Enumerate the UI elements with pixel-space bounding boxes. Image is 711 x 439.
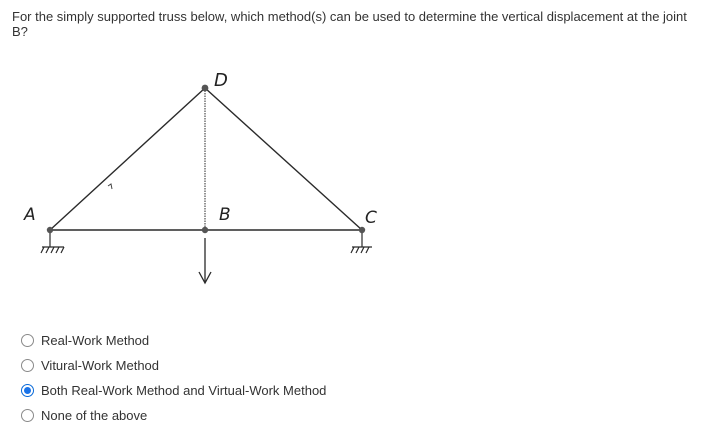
option-real-work[interactable]	[21, 328, 326, 353]
joint-label-c: C	[365, 208, 377, 228]
answer-options	[21, 328, 326, 428]
joint-label-a: A	[24, 205, 36, 225]
radio-button[interactable]	[21, 334, 34, 347]
option-both-methods[interactable]	[21, 378, 326, 403]
option-label: Vitural-Work Method	[41, 358, 160, 373]
joint-b	[202, 227, 208, 233]
question-text: For the simply supported truss below, which method(s) can be used to determine the vertical displacement at the joint B?	[12, 9, 687, 39]
load-arrow	[199, 238, 211, 283]
joint-label-d: D	[214, 70, 228, 91]
option-label: Real-Work Method	[41, 333, 150, 348]
option-none[interactable]	[21, 403, 326, 428]
radio-button[interactable]	[21, 409, 34, 422]
support-c	[351, 233, 372, 253]
radio-button[interactable]	[21, 359, 34, 372]
radio-button-selected[interactable]	[21, 384, 34, 397]
member-ad	[50, 88, 205, 230]
option-virtual-work[interactable]	[21, 353, 326, 378]
option-label: None of the above	[41, 408, 148, 423]
joint-label-b: B	[219, 205, 231, 225]
support-a	[41, 233, 64, 253]
joint-d	[202, 85, 209, 92]
option-label: Both Real-Work Method and Virtual-Work Method	[41, 383, 327, 398]
joint-a	[47, 227, 53, 233]
pencil-mark	[108, 184, 112, 189]
